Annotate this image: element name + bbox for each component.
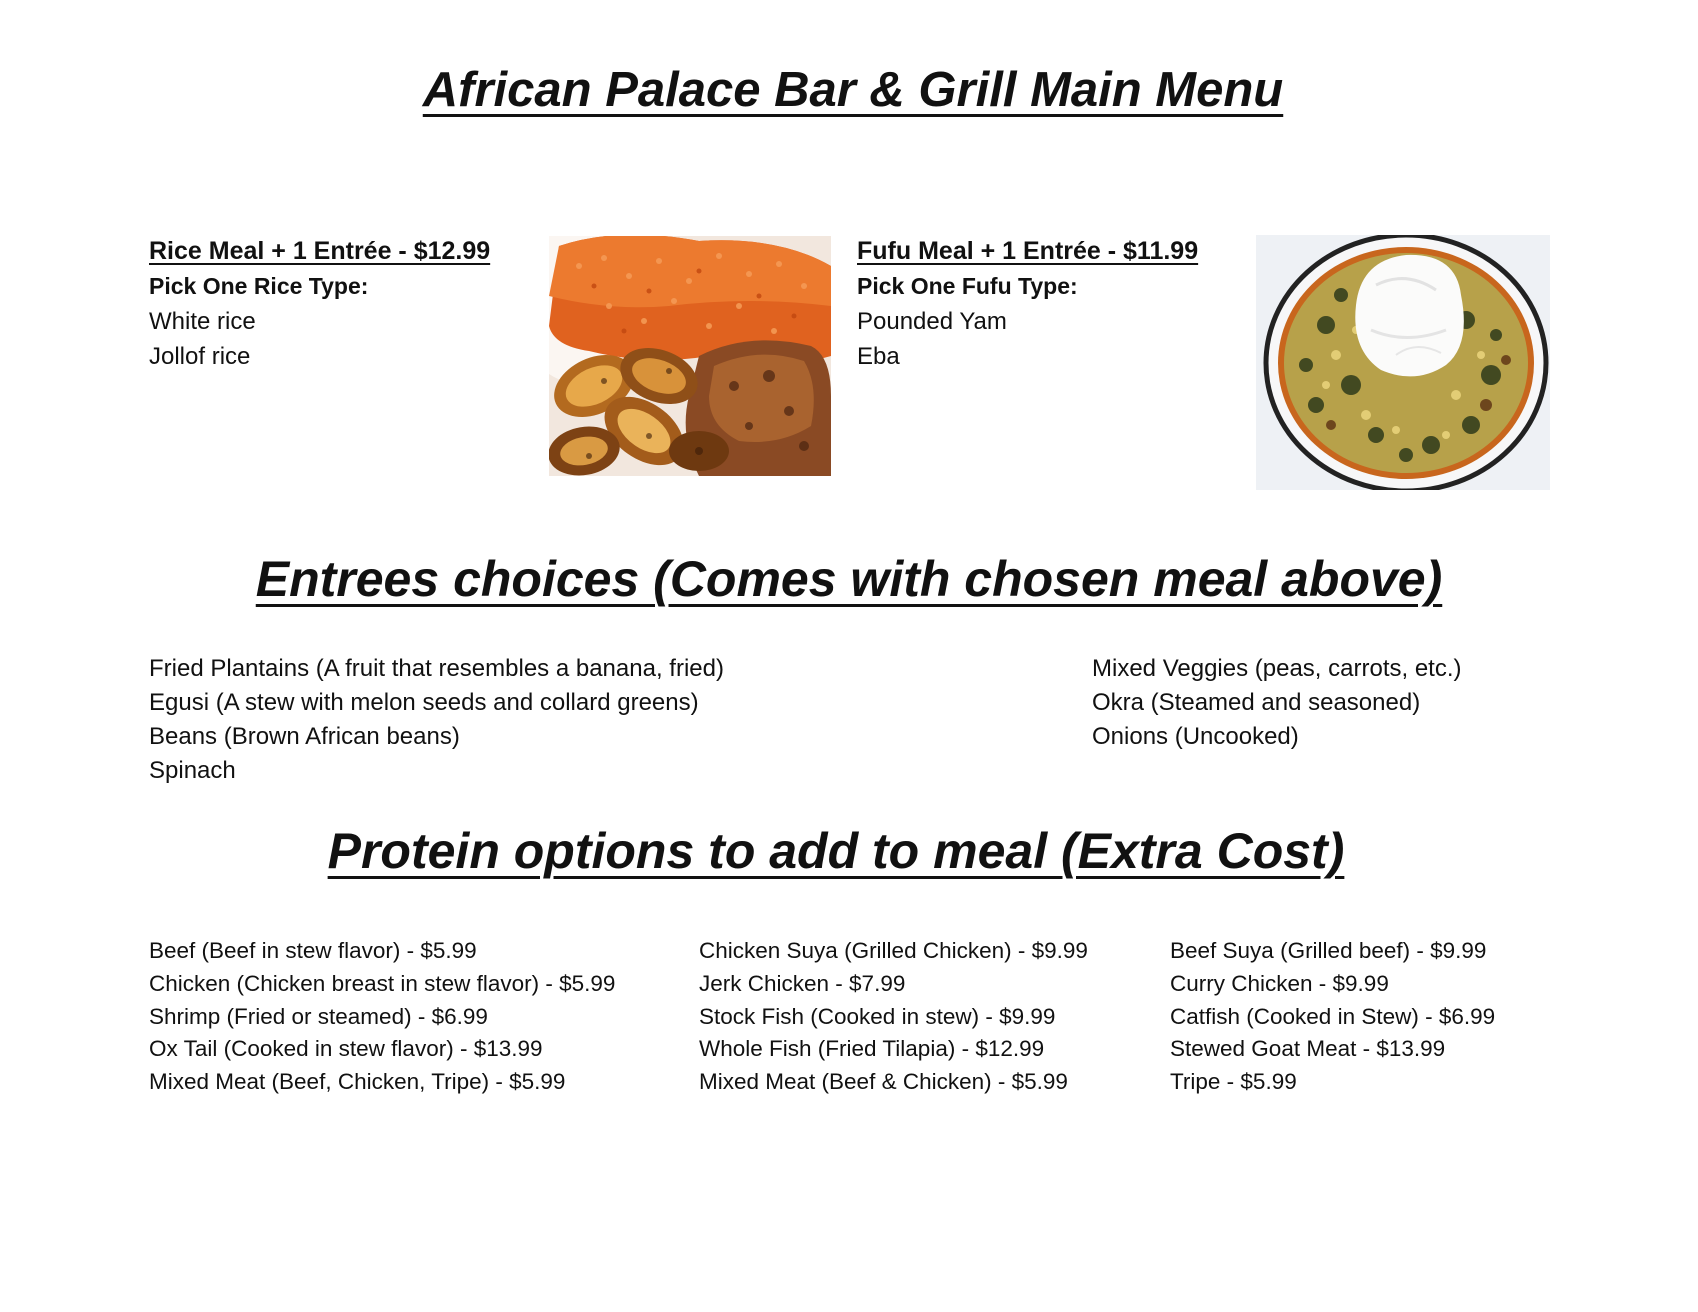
fufu-meal-illustration	[1256, 235, 1550, 490]
rice-option: Jollof rice	[149, 343, 251, 370]
protein-item: Catfish (Cooked in Stew) - $6.99	[1170, 1003, 1496, 1029]
protein-item: Mixed Meat (Beef, Chicken, Tripe) - $5.99	[149, 1069, 566, 1095]
protein-section-title-text: Protein options to add to meal (Extra Cost)	[327, 823, 1345, 879]
protein-item: Tripe - $5.99	[1170, 1069, 1297, 1095]
rice-meal-block	[149, 234, 529, 374]
entree-item: Beans (Brown African beans)	[149, 723, 460, 750]
protein-list-col2	[699, 935, 1088, 1099]
entree-item: Spinach	[149, 757, 236, 784]
protein-item: Chicken Suya (Grilled Chicken) - $9.99	[699, 938, 1088, 963]
entree-item: Mixed Veggies (peas, carrots, etc.)	[1092, 655, 1462, 682]
entree-item: Okra (Steamed and seasoned)	[1092, 689, 1421, 716]
entree-item: Fried Plantains (A fruit that resembles a banana, fried)	[149, 655, 724, 682]
protein-item: Whole Fish (Fried Tilapia) - $12.99	[699, 1036, 1045, 1062]
protein-item: Stock Fish (Cooked in stew) - $9.99	[699, 1003, 1056, 1029]
rice-meal-title: Rice Meal + 1 Entrée - $12.99	[149, 237, 491, 265]
fufu-meal-title: Fufu Meal + 1 Entrée - $11.99	[857, 237, 1199, 265]
fufu-option: Pounded Yam	[857, 308, 1007, 335]
rice-meal-illustration	[549, 236, 831, 476]
page-title-text: African Palace Bar & Grill Main Menu	[422, 63, 1284, 117]
entree-item: Onions (Uncooked)	[1092, 723, 1299, 750]
protein-item: Chicken (Chicken breast in stew flavor) - $5.99	[149, 970, 616, 996]
entrees-section-title-text: Entrees choices (Comes with chosen meal above)	[255, 551, 1443, 607]
protein-list-col1	[149, 935, 615, 1099]
protein-item: Shrimp (Fried or steamed) - $6.99	[149, 1003, 488, 1029]
protein-item: Beef (Beef in stew flavor) - $5.99	[149, 938, 477, 963]
protein-item: Mixed Meat (Beef & Chicken) - $5.99	[699, 1069, 1068, 1095]
rice-meal-photo	[549, 236, 831, 476]
entrees-list-left	[149, 652, 909, 788]
page-title	[0, 62, 1698, 118]
rice-option: White rice	[149, 308, 256, 335]
protein-item: Jerk Chicken - $7.99	[699, 970, 906, 996]
entrees-section-title	[0, 550, 1698, 608]
protein-section-title	[0, 822, 1686, 880]
protein-item: Ox Tail (Cooked in stew flavor) - $13.99	[149, 1036, 543, 1062]
fufu-pick-label: Pick One Fufu Type:	[857, 273, 1078, 299]
fufu-option: Eba	[857, 343, 900, 370]
protein-list-col3	[1170, 935, 1495, 1099]
protein-item: Beef Suya (Grilled beef) - $9.99	[1170, 938, 1487, 963]
rice-pick-label: Pick One Rice Type:	[149, 273, 369, 299]
protein-item: Stewed Goat Meat - $13.99	[1170, 1036, 1446, 1062]
entrees-list-right	[1092, 652, 1572, 754]
fufu-meal-photo	[1256, 235, 1550, 490]
entree-item: Egusi (A stew with melon seeds and collard greens)	[149, 689, 699, 716]
fufu-meal-block	[857, 234, 1237, 374]
protein-item: Curry Chicken - $9.99	[1170, 970, 1389, 996]
